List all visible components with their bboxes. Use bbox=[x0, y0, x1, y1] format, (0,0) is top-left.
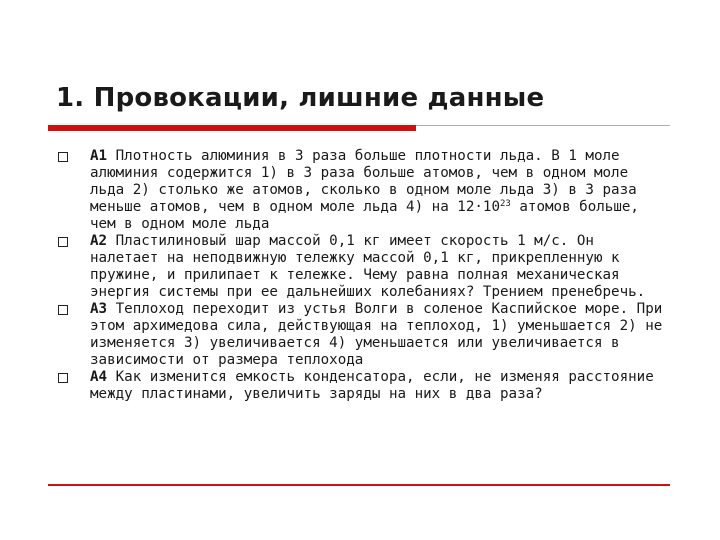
title-underline-red bbox=[48, 125, 416, 131]
footer-rule bbox=[48, 484, 670, 486]
question-text: Теплоход переходит из устья Волги в соленое Каспийское море. При этом архимедова сила, действующая на теплоход, 1) уменьшается 2) не изменяется 3) увеличивается 4) уменьшается или увеличивается в зависимости от размера теплохода bbox=[90, 301, 663, 368]
question-text: Как изменится емкость конденсатора, если, не изменяя расстояние между пластинами, увеличить заряды на них в два раза? bbox=[90, 369, 654, 402]
question-item-a1 bbox=[58, 148, 670, 233]
question-item-a3 bbox=[58, 301, 670, 369]
exponent: 23 bbox=[500, 199, 511, 209]
question-label: А1 bbox=[90, 148, 108, 164]
question-list bbox=[58, 148, 670, 403]
question-item-a4 bbox=[58, 369, 670, 403]
question-label: А2 bbox=[90, 233, 108, 249]
question-item-a2 bbox=[58, 233, 670, 301]
question-label: А4 bbox=[90, 369, 108, 385]
question-text: Пластилиновый шар массой 0,1 кг имеет скорость 1 м/с. Он налетает на неподвижную тележку массой 0,1 кг, прикрепленную к пружине, и прилипает к тележке. Чему равна полная механическая энергия системы при ее дальнейших колебаниях? Трением пренебречь. bbox=[90, 233, 646, 300]
hollow-square-bullet-icon bbox=[58, 237, 68, 247]
hollow-square-bullet-icon bbox=[58, 152, 68, 162]
question-label: А3 bbox=[90, 301, 108, 317]
slide-title: 1. Провокации, лишние данные bbox=[56, 83, 545, 113]
question-text: Плотность алюминия в 3 раза больше плотности льда. В 1 моле алюминия содержится 1) в 3 раза больше атомов, чем в одном моле льда 2) столько же атомов, сколько в одном моле льда 3) в 3 раза меньше атомов, чем в одном моле льда 4) на 12·10 bbox=[90, 148, 637, 215]
question-text-tail: атомов больше, чем в одном моле льда bbox=[90, 199, 639, 232]
hollow-square-bullet-icon bbox=[58, 305, 68, 315]
hollow-square-bullet-icon bbox=[58, 373, 68, 383]
